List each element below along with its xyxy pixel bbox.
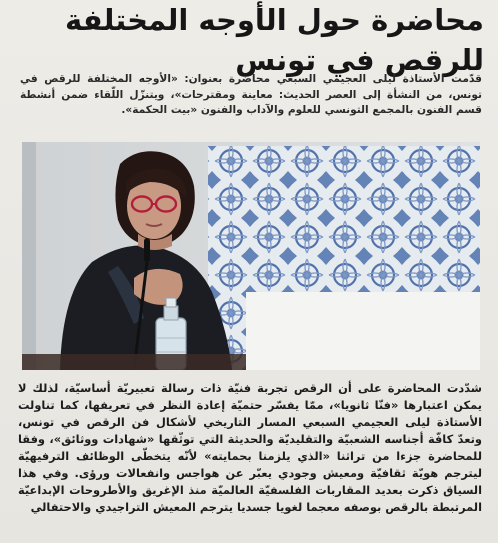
- article-photo: [22, 142, 480, 370]
- article-lead: قدّمت الأستاذة ليلى العجيمي السبعي محاضرة بعنوان: «الأوجه المختلفة للرقص في تونس، من النشأة إلى العصر الحديث: معاينة ومقترحات»، ويتنزّل اللّقاء ضمن أنشطة قسم الفنون بالمجمع التونسي للعلوم والآداب والفنون «بيت الحكمة».: [20, 73, 482, 116]
- article-body: [18, 380, 482, 516]
- body-paragraph: شدّدت المحاضرة على أن الرقص تجربة فنيّة ذات رسالة تعبيريّة أساسيّة، لذلك لا يمكن اعتبارها «فنّا ثانويا»، ممّا يفسّر حتميّة إعادة النظر في تعريفها، كما تناولت الأستاذة ليلى العجيمي السبعي المسار التاريخي لأشكال فن الرقص في تونس، وتعدّ كافّة أجناسه الشعبيّة والتقليديّة والحديثة التي توثّقها «شهادات ووثائق»، وفقا للمحاضرة جزءا من تراثنا «الذي يلزمنا بحمايته» لأنّه يتخطّى الوظائف الترفيهيّة ليترجم هويّة ثقافيّة ومعيش وجودي يعبّر عن هواجس وانفعالات ورؤى. وفي هذا السياق ذكرت بعديد المقاربات الفلسفيّة العالميّة منذ الإغريق والأطروحات الإبداعيّة المرتبطة بالرقص بوصفه معجما لغويا جسديا يترجم المعيش التراجيدي والاحتفالي: [18, 381, 482, 514]
- article-headline: محاضرة حول الأوجه المختلفة للرقص في تونس: [65, 3, 484, 77]
- white-panel: [246, 292, 480, 370]
